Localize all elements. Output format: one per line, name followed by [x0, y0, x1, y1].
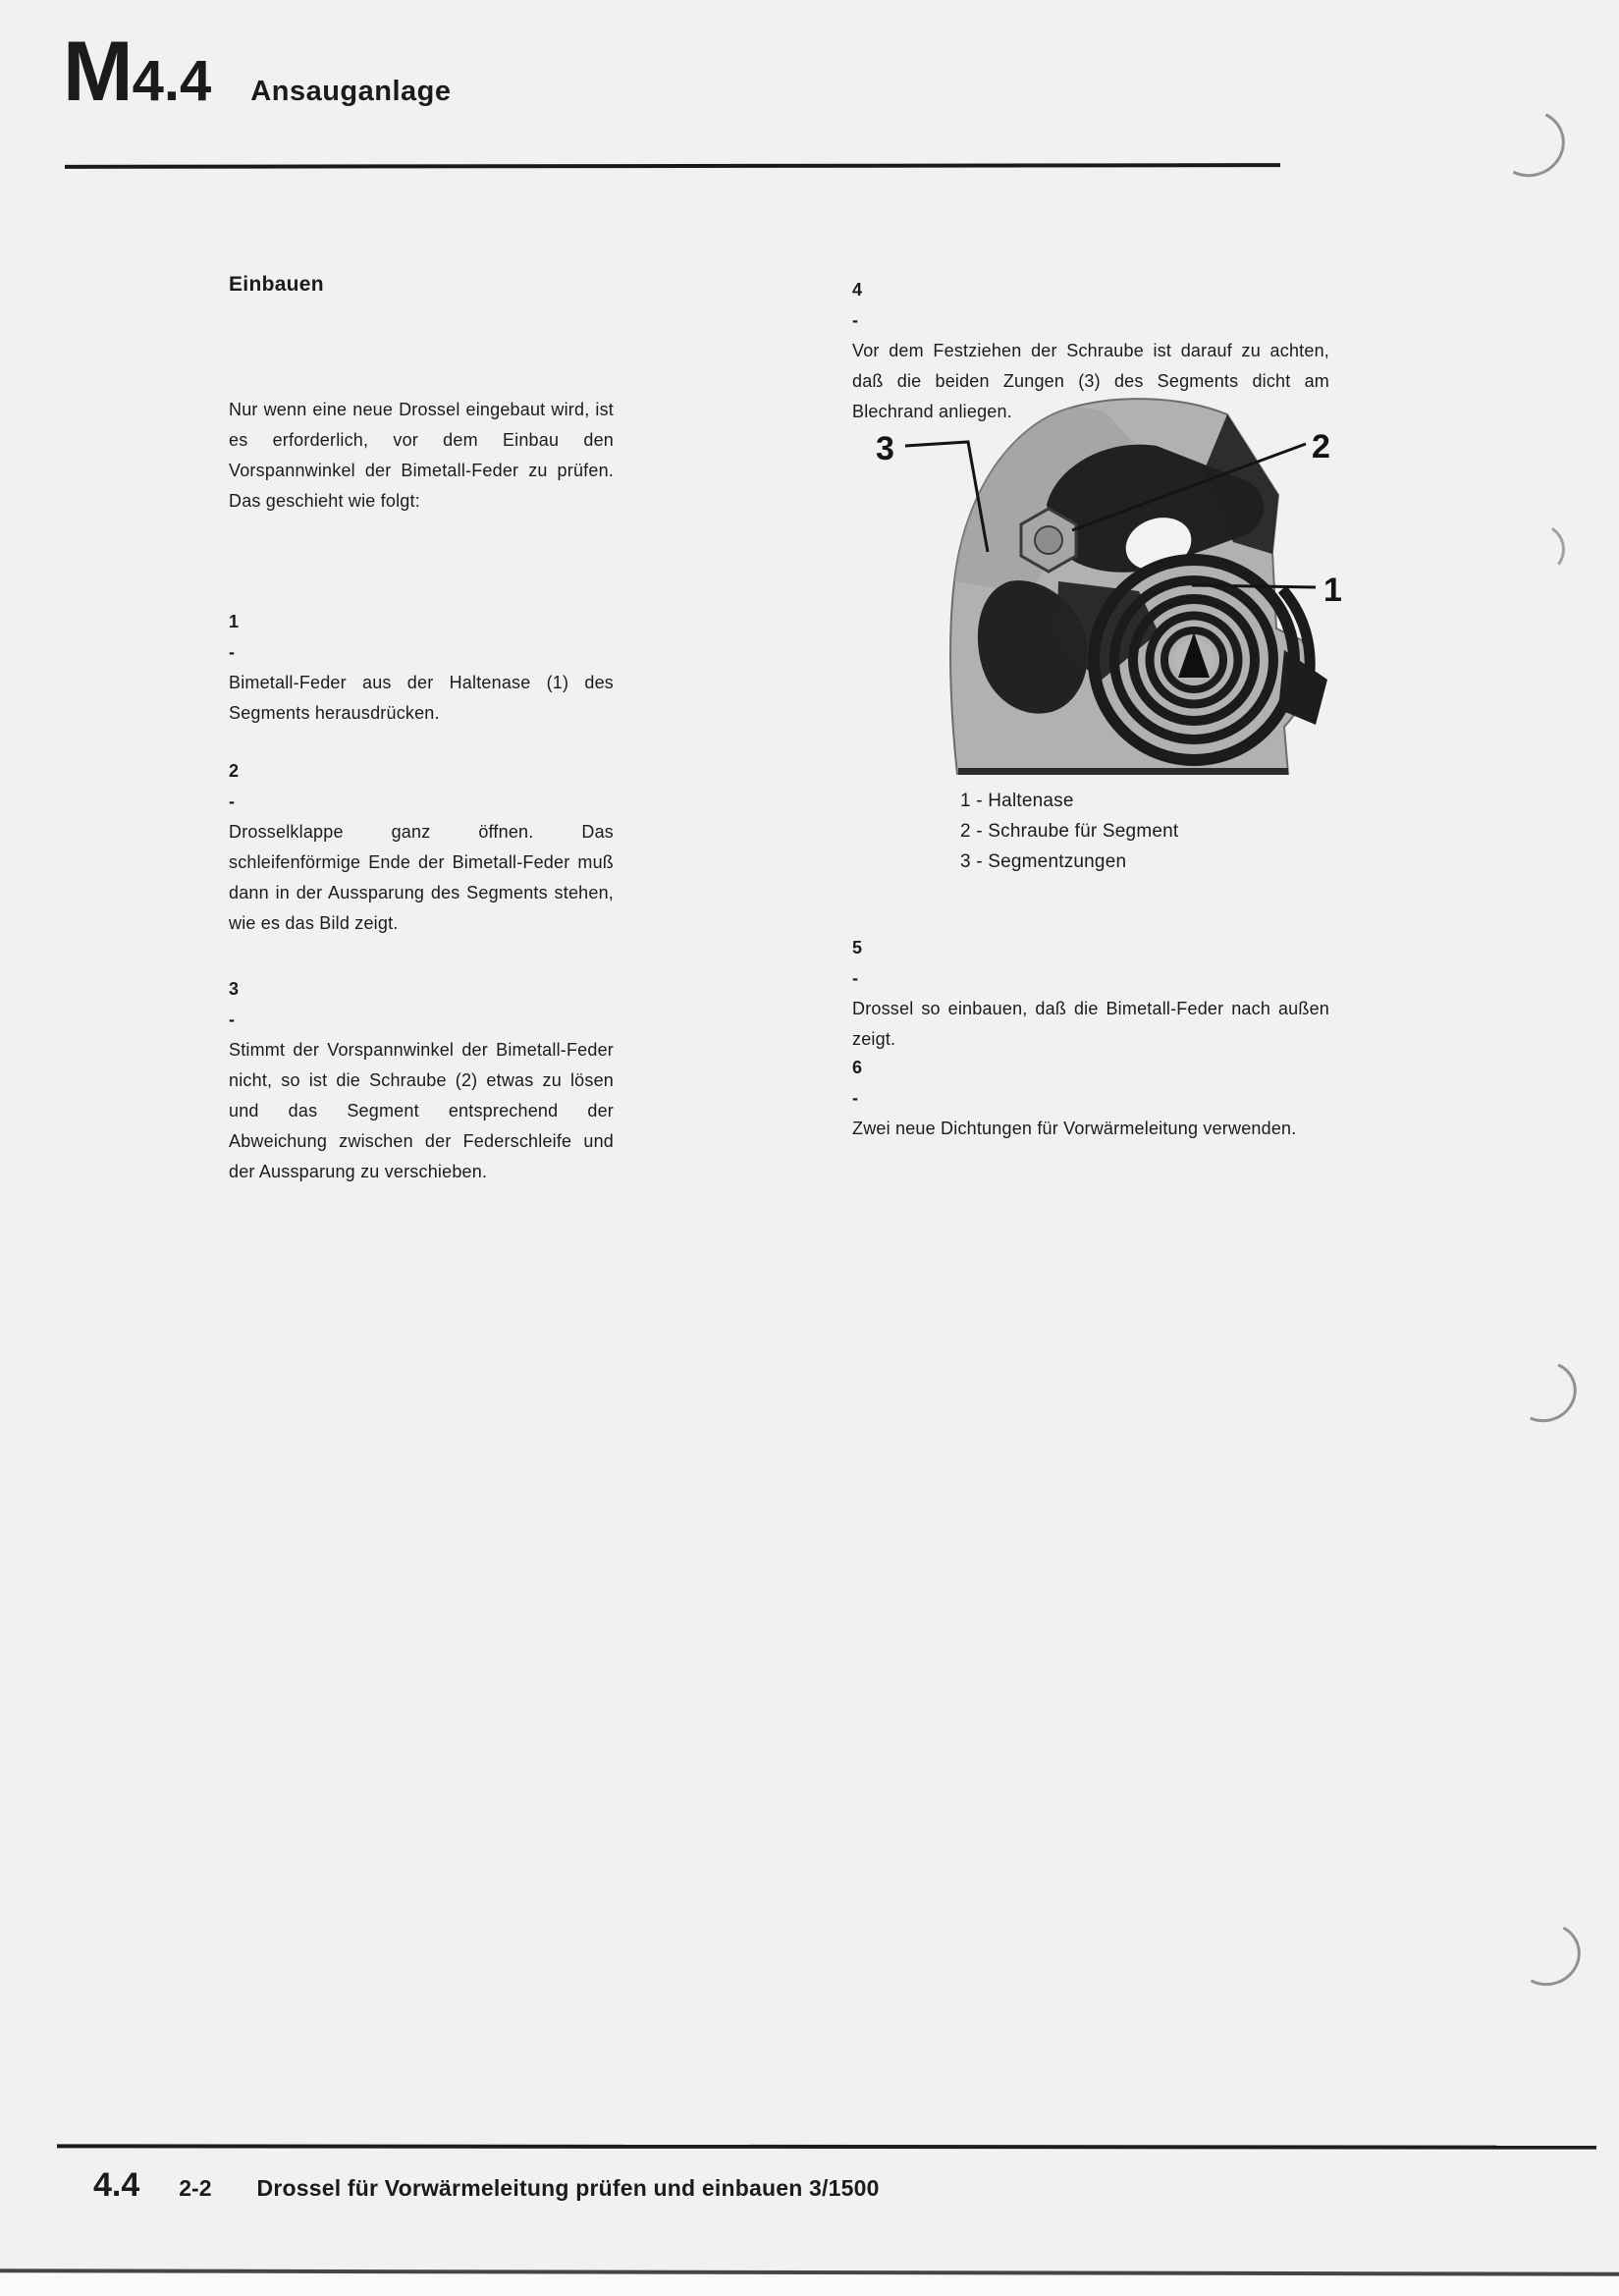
figure-illustration [862, 385, 1368, 790]
scan-arc-artifact [1506, 1915, 1588, 1994]
step-2-text: Drosselklappe ganz öffnen. Das schleifenförmige Ende der Bimetall-Feder muß dann in der Aussparung des Segments stehen, wie es das Bild zeigt. [229, 822, 614, 933]
callout-label-1: 1 [1323, 572, 1342, 609]
step-5-text: Drossel so einbauen, daß die Bimetall-Feder nach außen zeigt. [852, 999, 1329, 1049]
step-6-number: 6 [852, 1058, 863, 1077]
section-letter: M [63, 25, 131, 119]
step-5-dash: - [852, 968, 858, 988]
step-4-number: 4 [852, 280, 863, 300]
section-number: 4.4 [132, 49, 212, 113]
section-heading [229, 273, 614, 297]
step-3-dash: - [229, 1010, 235, 1029]
header-rule [65, 163, 1280, 169]
figure-legend [960, 786, 1178, 877]
step-4-dash: - [852, 310, 858, 330]
scan-arc-artifact [1502, 518, 1570, 582]
step-2-dash: - [229, 792, 235, 811]
legend-item-2: 2 - Schraube für Segment [960, 821, 1179, 842]
step-1 [229, 607, 614, 729]
page-header [63, 25, 452, 119]
step-4-text: Vor dem Festziehen der Schraube ist darauf zu achten, daß die beiden Zungen (3) des Segments dicht am Blechrand anliegen. [852, 341, 1329, 421]
step-2-number: 2 [229, 761, 240, 781]
legend-item-1: 1 - Haltenase [960, 791, 1074, 811]
plate-bottom-edge [958, 768, 1288, 775]
step-5 [852, 933, 1329, 1055]
callout-label-2: 2 [1312, 428, 1330, 465]
page-bottom-edge [0, 2269, 1619, 2296]
footer-page-number: 2-2 [179, 2175, 212, 2201]
callout-label-3: 3 [876, 430, 894, 467]
step-1-dash: - [229, 642, 235, 662]
throttle-segment-figure [862, 385, 1368, 790]
step-1-number: 1 [229, 612, 240, 631]
step-1-text: Bimetall-Feder aus der Haltenase (1) des Segments herausdrücken. [229, 673, 614, 723]
step-2 [229, 756, 614, 939]
step-6-text: Zwei neue Dichtungen für Vorwärmeleitung verwenden. [852, 1119, 1297, 1138]
footer-caption: Drossel für Vorwärmeleitung prüfen und einbauen 3/1500 [256, 2175, 880, 2201]
callout-line-1 [1192, 585, 1316, 587]
footer-rule [57, 2144, 1596, 2149]
scan-arc-artifact [1485, 101, 1573, 187]
step-3-text: Stimmt der Vorspannwinkel der Bimetall-Feder nicht, so ist die Schraube (2) etwas zu lösen und das Segment entsprechend der Abweichung zwischen der Federschleife und der Aussparung zu verschieben. [229, 1040, 614, 1181]
page-title: Ansauganlage [250, 76, 452, 107]
segment-screw-head [1021, 509, 1076, 572]
step-6-dash: - [852, 1088, 858, 1108]
intro-paragraph: Nur wenn eine neue Drossel eingebaut wird, ist es erforderlich, vor dem Einbau den Vorspannwinkel der Bimetall-Feder zu prüfen. Das geschieht wie folgt: [229, 400, 614, 511]
step-6 [852, 1053, 1329, 1144]
step-3 [229, 974, 614, 1187]
scan-arc-artifact [1503, 1352, 1585, 1432]
heading-einbauen: Einbauen [229, 273, 324, 296]
step-5-number: 5 [852, 938, 863, 957]
legend-item-3: 3 - Segmentzungen [960, 851, 1127, 872]
page-footer [93, 2166, 880, 2205]
step-3-number: 3 [229, 979, 240, 999]
footer-section-number: 4.4 [93, 2166, 140, 2204]
